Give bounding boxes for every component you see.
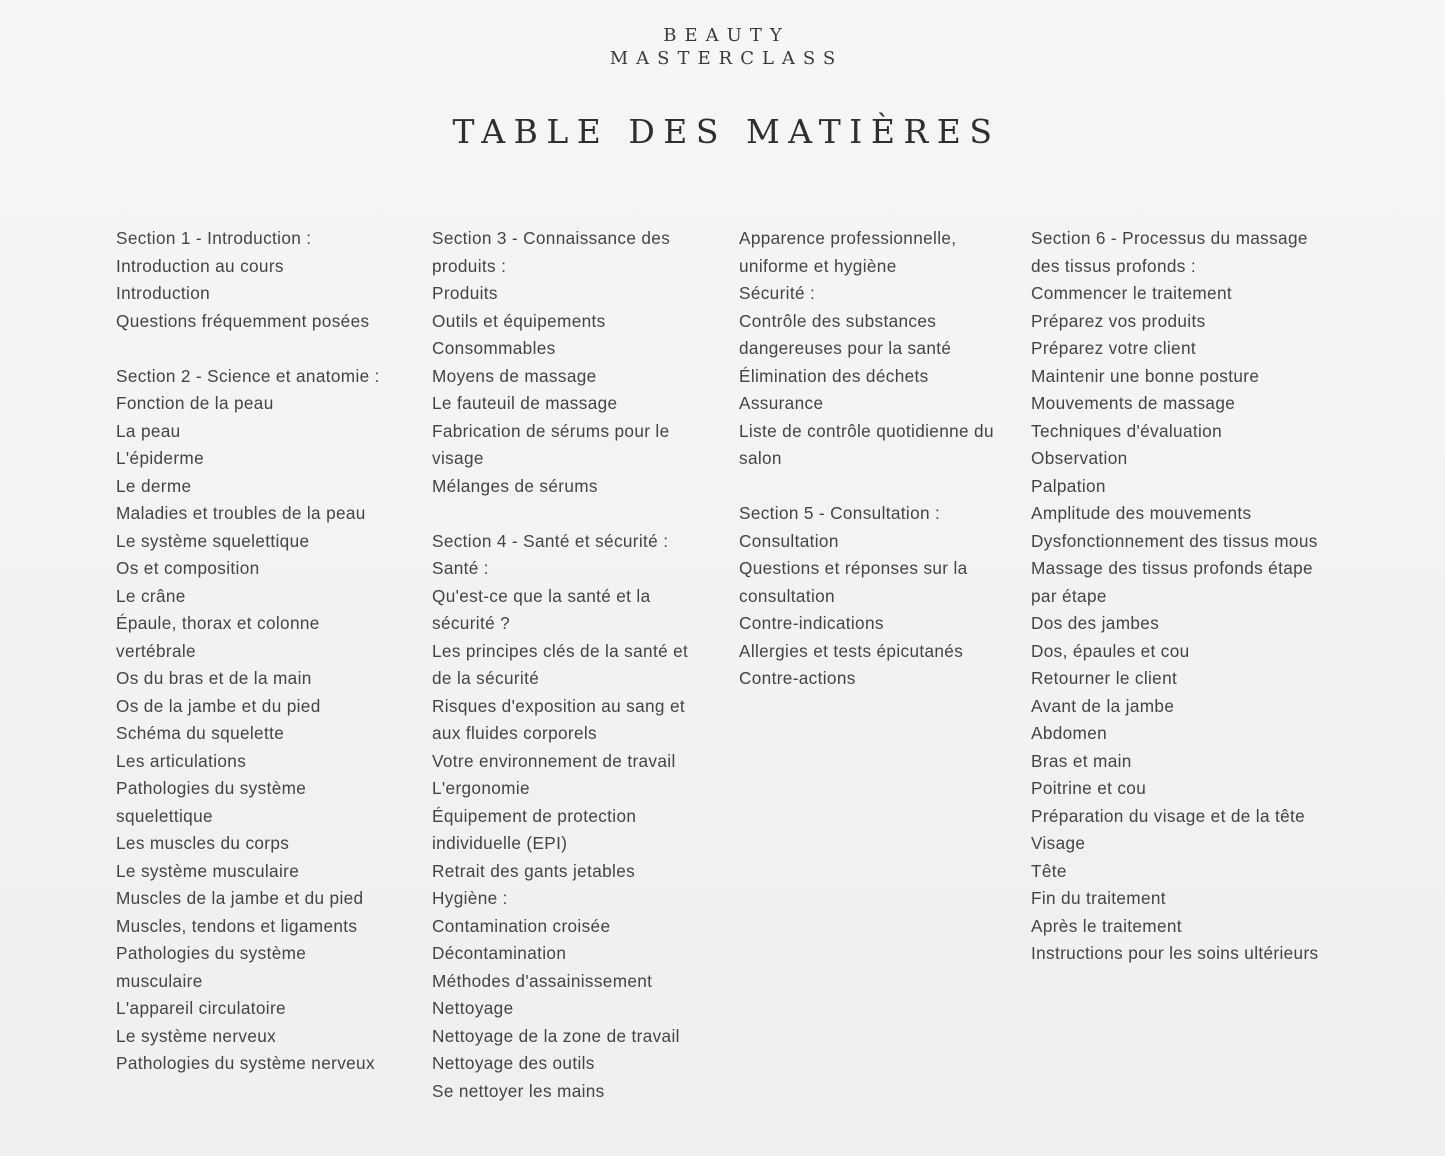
toc-entry: Les muscles du corps: [116, 833, 290, 853]
toc-entry: Moyens de massage: [432, 365, 597, 386]
toc-entry: Contre-indications: [739, 613, 884, 633]
toc-column-1: [116, 225, 416, 1078]
toc-entry: Avant de la jambe: [1031, 695, 1175, 716]
toc-entry: Équipement de protection: [432, 805, 637, 826]
toc-column-4: [1031, 225, 1361, 968]
section-spacer: [432, 500, 727, 528]
toc-entry: Se nettoyer les mains: [432, 1080, 605, 1101]
toc-entry: Liste de contrôle quotidienne du: [739, 420, 994, 441]
toc-entry: Sécurité :: [739, 283, 816, 303]
toc-section-heading: Section 4 - Santé et sécurité :: [432, 530, 669, 551]
toc-entry: squelettique: [116, 805, 213, 826]
toc-entry: Dysfonctionnement des tissus mous: [1031, 530, 1318, 551]
toc-entry: L'appareil circulatoire: [116, 998, 286, 1018]
toc-entry: Abdomen: [1031, 723, 1108, 743]
section-spacer: [739, 473, 1019, 501]
toc-entry: uniforme et hygiène: [739, 255, 897, 276]
toc-entry: Schéma du squelette: [116, 723, 285, 743]
toc-entry: Préparez vos produits: [1031, 310, 1206, 331]
toc-entry: Votre environnement de travail: [432, 750, 676, 771]
toc-entry: Dos, épaules et cou: [1031, 640, 1190, 661]
toc-entry: Les principes clés de la santé et: [432, 640, 689, 661]
toc-entry: Hygiène :: [432, 888, 508, 908]
toc-entry: Allergies et tests épicutanés: [739, 640, 964, 661]
toc-entry: Maladies et troubles de la peau: [116, 503, 366, 523]
toc-entry: Apparence professionnelle,: [739, 228, 957, 248]
toc-entry: Os du bras et de la main: [116, 668, 312, 688]
toc-entry: Outils et équipements: [432, 310, 606, 331]
toc-entry: par étape: [1031, 585, 1107, 606]
toc-entry: Retourner le client: [1031, 668, 1178, 688]
toc-entry: Amplitude des mouvements: [1031, 503, 1252, 523]
brand-line-2: MASTERCLASS: [609, 48, 844, 69]
toc-entry: sécurité ?: [432, 613, 511, 633]
toc-entry: Décontamination: [432, 943, 567, 963]
toc-entry: Nettoyage de la zone de travail: [432, 1025, 680, 1046]
toc-entry: musculaire: [116, 970, 203, 991]
brand-line-1: BEAUTY: [663, 25, 790, 46]
toc-entry: Questions fréquemment posées: [116, 310, 370, 331]
toc-entry: salon: [739, 448, 782, 468]
toc-entry: dangereuses pour la santé: [739, 338, 952, 358]
toc-entry: Pathologies du système: [116, 943, 307, 963]
toc-entry: produits :: [432, 255, 507, 276]
toc-entry: Assurance: [739, 393, 824, 413]
toc-entry: Les articulations: [116, 750, 247, 771]
toc-entry: Consommables: [432, 338, 556, 358]
toc-entry: Pathologies du système: [116, 778, 307, 798]
toc-entry: vertébrale: [116, 640, 196, 661]
toc-entry: Contre-actions: [739, 668, 856, 688]
toc-entry: La peau: [116, 420, 181, 441]
toc-entry: Muscles, tendons et ligaments: [116, 915, 358, 936]
section-spacer: [116, 335, 416, 363]
page-title: TABLE DES MATIÈRES: [452, 112, 1001, 151]
toc-entry: Introduction: [116, 283, 211, 303]
toc-entry: Os et composition: [116, 558, 260, 578]
toc-entry: Produits: [432, 283, 498, 303]
toc-entry: Maintenir une bonne posture: [1031, 365, 1260, 386]
toc-entry: Fin du traitement: [1031, 888, 1166, 908]
toc-entry: Méthodes d'assainissement: [432, 970, 653, 991]
toc-entry: Santé :: [432, 558, 489, 578]
toc-entry: Contrôle des substances: [739, 310, 937, 331]
toc-entry: Commencer le traitement: [1031, 283, 1232, 303]
toc-entry: Instructions pour les soins ultérieurs: [1031, 943, 1319, 963]
toc-entry: Visage: [1031, 833, 1086, 853]
toc-entry: Qu'est-ce que la santé et la: [432, 585, 651, 606]
toc-section-heading: Section 6 - Processus du massage: [1031, 228, 1308, 248]
toc-entry: Mélanges de sérums: [432, 475, 598, 496]
toc-entry: Le derme: [116, 475, 192, 496]
toc-entry: Le système squelettique: [116, 530, 310, 551]
toc-entry: Consultation: [739, 530, 839, 551]
toc-entry: de la sécurité: [432, 668, 540, 688]
toc-entry: Poitrine et cou: [1031, 778, 1147, 798]
toc-entry: Introduction au cours: [116, 255, 284, 276]
toc-entry: Techniques d'évaluation: [1031, 420, 1222, 441]
toc-entry: Le crâne: [116, 585, 186, 606]
toc-column-3: [739, 225, 1019, 693]
toc-entry: Nettoyage: [432, 998, 514, 1018]
toc-entry: aux fluides corporels: [432, 723, 597, 743]
toc-entry: L'ergonomie: [432, 778, 530, 798]
toc-entry: Fonction de la peau: [116, 393, 274, 413]
toc-entry: individuelle (EPI): [432, 833, 568, 853]
toc-entry: Contamination croisée: [432, 915, 611, 936]
toc-entry: consultation: [739, 585, 835, 606]
toc-section-heading: Section 1 - Introduction :: [116, 228, 312, 248]
toc-entry: Tête: [1031, 860, 1067, 881]
toc-entry: Os de la jambe et du pied: [116, 695, 321, 716]
toc-entry: Massage des tissus profonds étape: [1031, 558, 1313, 578]
toc-entry: Nettoyage des outils: [432, 1053, 595, 1073]
toc-entry: Préparation du visage et de la tête: [1031, 805, 1306, 826]
toc-entry: Palpation: [1031, 475, 1106, 496]
toc-section-heading: Section 2 - Science et anatomie :: [116, 365, 380, 386]
toc-entry: Observation: [1031, 448, 1128, 468]
toc-entry: L'épiderme: [116, 448, 204, 468]
toc-entry: Questions et réponses sur la: [739, 558, 968, 578]
toc-entry: Muscles de la jambe et du pied: [116, 888, 364, 908]
toc-entry: Élimination des déchets: [739, 365, 929, 386]
toc-entry: Risques d'exposition au sang et: [432, 695, 686, 716]
toc-column-2: [432, 225, 727, 1105]
toc-entry: des tissus profonds :: [1031, 255, 1196, 276]
toc-entry: Dos des jambes: [1031, 613, 1160, 633]
toc-entry: Préparez votre client: [1031, 338, 1196, 358]
toc-entry: Le système nerveux: [116, 1025, 277, 1046]
toc-entry: Pathologies du système nerveux: [116, 1053, 375, 1073]
toc-entry: Mouvements de massage: [1031, 393, 1236, 413]
toc-entry: Retrait des gants jetables: [432, 860, 636, 881]
toc-entry: Épaule, thorax et colonne: [116, 613, 320, 633]
toc-entry: visage: [432, 448, 484, 468]
toc-entry: Après le traitement: [1031, 915, 1182, 936]
toc-entry: Le fauteuil de massage: [432, 393, 618, 413]
toc-section-heading: Section 3 - Connaissance des: [432, 228, 671, 248]
toc-entry: Fabrication de sérums pour le: [432, 420, 670, 441]
toc-entry: Le système musculaire: [116, 860, 300, 881]
brand-logo: [0, 24, 1445, 70]
toc-entry: Bras et main: [1031, 750, 1132, 771]
toc-section-heading: Section 5 - Consultation :: [739, 503, 941, 523]
